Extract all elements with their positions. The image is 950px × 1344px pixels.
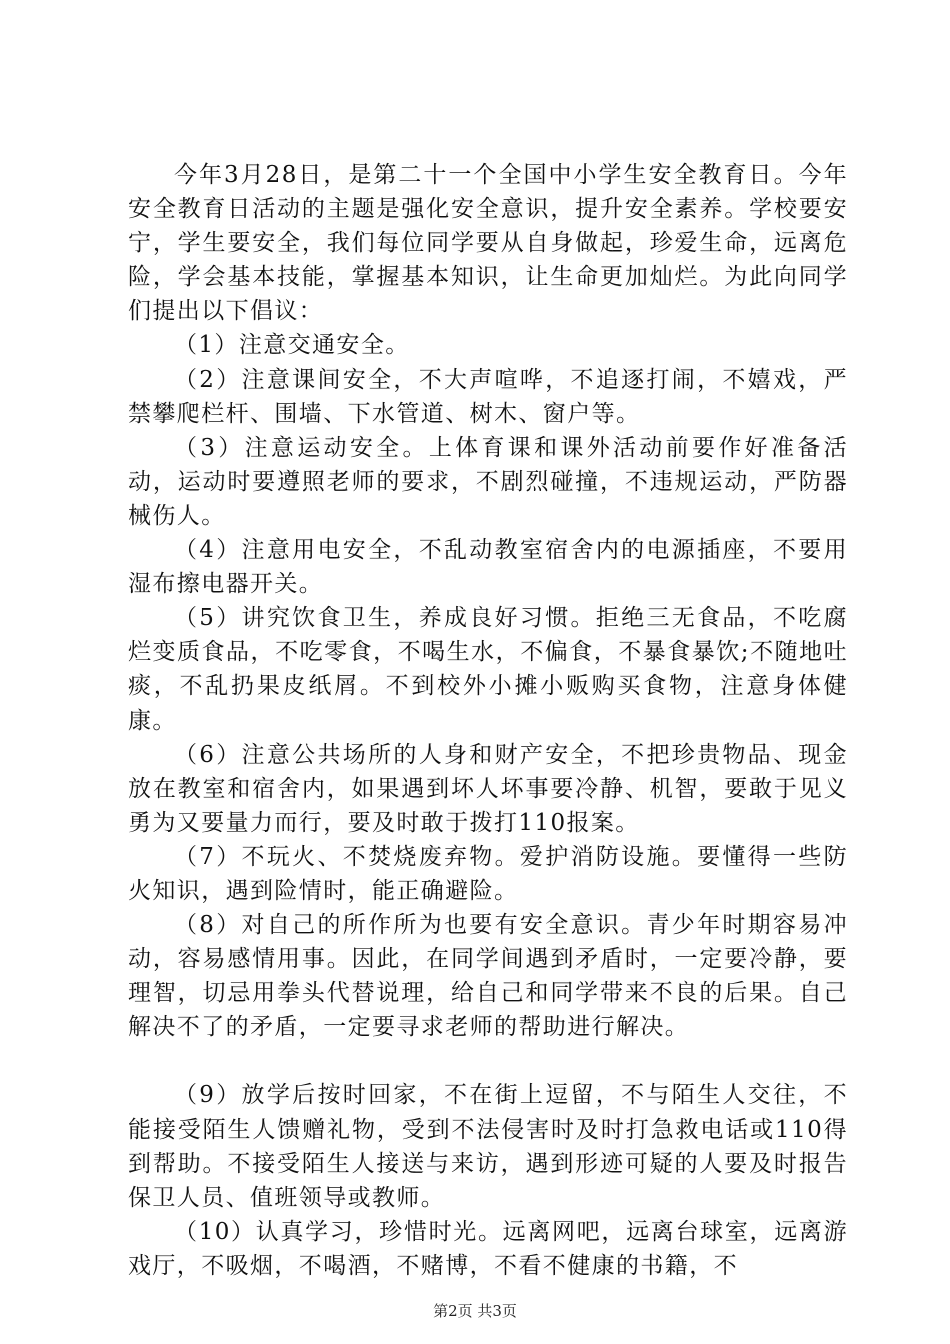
- paragraph-item-2: （2）注意课间安全，不大声喧哗，不追逐打闹，不嬉戏，严禁攀爬栏杆、围墙、下水管道、树木、窗户等。: [128, 366, 848, 427]
- paragraph-item-6: （6）注意公共场所的人身和财产安全，不把珍贵物品、现金放在教室和宿舍内，如果遇到坏人坏事要冷静、机智，要敢于见义勇为又要量力而行，要及时敢于拨打110报案。: [128, 741, 848, 836]
- paragraph-item-5: （5）讲究饮食卫生，养成良好习惯。拒绝三无食品，不吃腐烂变质食品，不吃零食，不喝生水，不偏食，不暴食暴饮;不随地吐痰，不乱扔果皮纸屑。不到校外小摊小贩购买食物，注意身体健康。: [128, 605, 848, 734]
- document-body: [128, 158, 848, 1283]
- page-footer: 第2页 共3页: [433, 1302, 517, 1320]
- paragraph-item-9: （9）放学后按时回家，不在街上逗留，不与陌生人交往，不能接受陌生人馈赠礼物，受到不法侵害时及时打急救电话或110得到帮助。不接受陌生人接送与来访，遇到形迹可疑的人要及时报告保卫人员、值班领导或教师。: [128, 1082, 848, 1211]
- paragraph-item-1: （1）注意交通安全。: [174, 332, 410, 359]
- paragraph-item-7: （7）不玩火、不焚烧废弃物。爱护消防设施。要懂得一些防火知识，遇到险情时，能正确避险。: [128, 843, 848, 904]
- paragraph-item-3: （3）注意运动安全。上体育课和课外活动前要作好准备活动，运动时要遵照老师的要求，不剧烈碰撞，不违规运动，严防器械伤人。: [128, 434, 848, 529]
- paragraph-item-4: （4）注意用电安全，不乱动教室宿舍内的电源插座，不要用湿布擦电器开关。: [128, 537, 848, 598]
- paragraph-item-8: （8）对自己的所作所为也要有安全意识。青少年时期容易冲动，容易感情用事。因此，在同学间遇到矛盾时，一定要冷静，要理智，切忌用拳头代替说理，给自己和同学带来不良的后果。自己解决不了的矛盾，一定要寻求老师的帮助进行解决。: [128, 912, 848, 1041]
- paragraph-item-10: （10）认真学习，珍惜时光。远离网吧，远离台球室，远离游戏厅，不吸烟，不喝酒，不赌博，不看不健康的书籍，不: [128, 1218, 848, 1279]
- paragraph-intro: 今年3月28日，是第二十一个全国中小学生安全教育日。今年安全教育日活动的主题是强化安全意识，提升安全素养。学校要安宁，学生要安全，我们每位同学要从自身做起，珍爱生命，远离危险，学会基本技能，掌握基本知识，让生命更加灿烂。为此向同学们提出以下倡议：: [128, 162, 848, 325]
